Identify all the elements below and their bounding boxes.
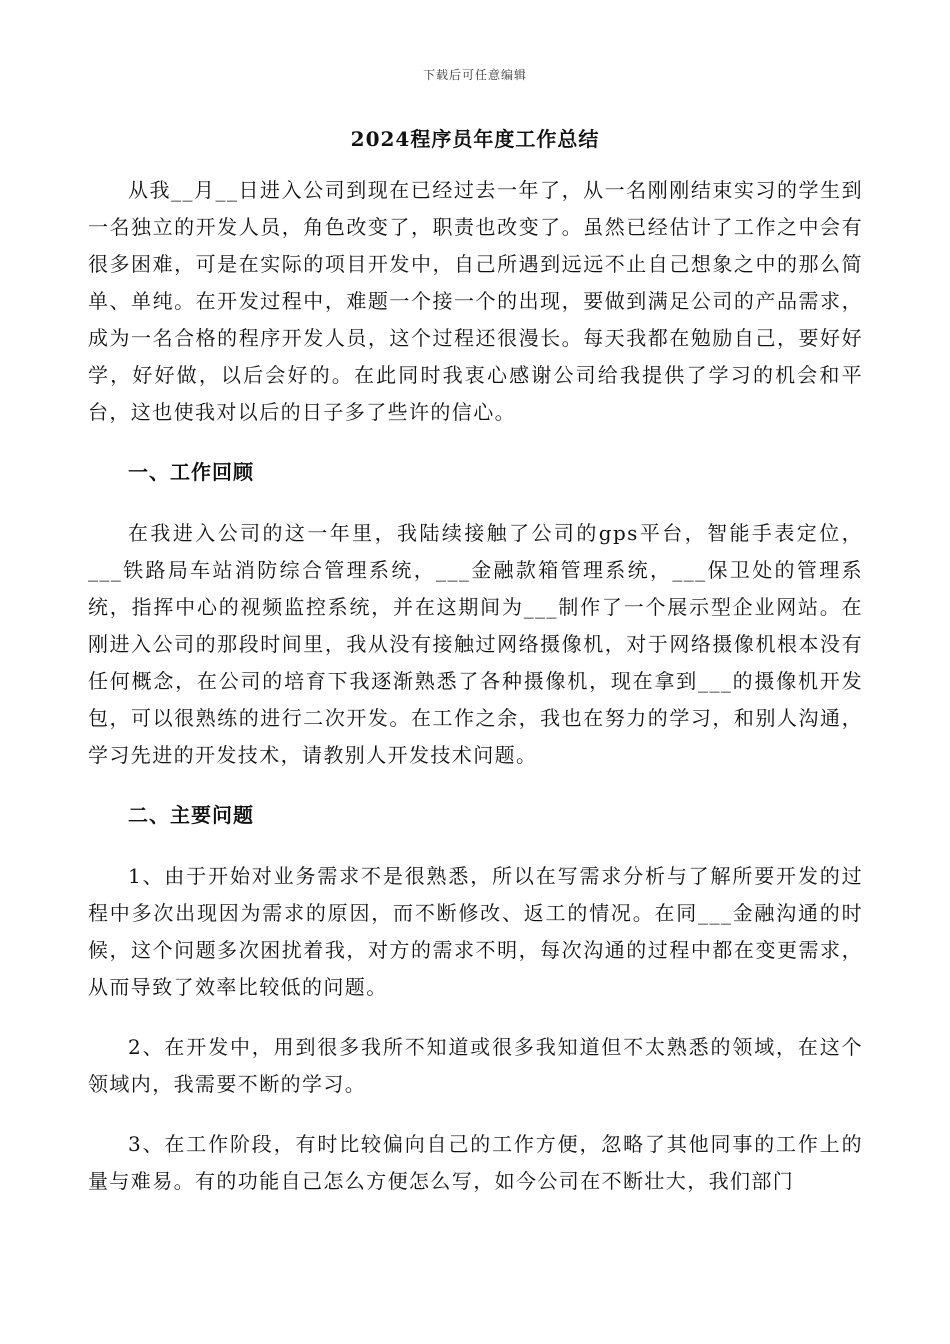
header-note: 下载后可任意编辑 [422,68,527,82]
intro-paragraph: 从我__月__日进入公司到现在已经过去一年了，从一名刚刚结束实习的学生到一名独立的开发人员，角色改变了，职责也改变了。虽然已经估计了工作之中会有很多困难，可是在实际的项目开发中，自己所遇到远远不止自己想象之中的那么简单、单纯。在开发过程中，难题一个接一个的出现，要做到满足公司的产品需求，成为一名合格的程序开发人员，这个过程还很漫长。每天我都在勉励自己，要好好学，好好做，以后会好的。在此同时我衷心感谢公司给我提供了学习的机会和平台，这也使我对以后的日子多了些许的信心。 [88,178,863,424]
document-title: 2024程序员年度工作总结 [350,127,600,151]
issue-item-3: 3、在工作阶段，有时比较偏向自己的工作方便，忽略了其他同事的工作上的量与难易。有的功能自己怎么方便怎么写，如今公司在不断壮大，我们部门 [88,1132,863,1193]
work-review-paragraph: 在我进入公司的这一年里，我陆续接触了公司的gps平台，智能手表定位，___铁路局车站消防综合管理系统，___金融款箱管理系统，___保卫处的管理系统，指挥中心的视频监控系统，并在这期间为___制作了一个展示型企业网站。在刚进入公司的那段时间里，我从没有接触过网络摄像机，对于网络摄像机根本没有任何概念，在公司的培育下我逐渐熟悉了各种摄像机，现在拿到___的摄像机开发包，可以很熟练的进行二次开发。在工作之余，我也在努力的学习，和别人沟通，学习先进的开发技术，请教别人开发技术问题。 [88,521,863,767]
issue-item-1: 1、由于开始对业务需求不是很熟悉，所以在写需求分析与了解所要开发的过程中多次出现因为需求的原因，而不断修改、返工的情况。在同___金融沟通的时候，这个问题多次困扰着我，对方的需求不明，每次沟通的过程中都在变更需求，从而导致了效率比较低的问题。 [88,864,863,999]
section-heading-work-review: 一、工作回顾 [128,460,254,484]
section-heading-main-issues: 二、主要问题 [128,803,254,827]
document-body [88,172,863,1200]
issue-item-2: 2、在开发中，用到很多我所不知道或很多我知道但不太熟悉的领域，在这个领域内，我需要不断的学习。 [88,1035,863,1096]
